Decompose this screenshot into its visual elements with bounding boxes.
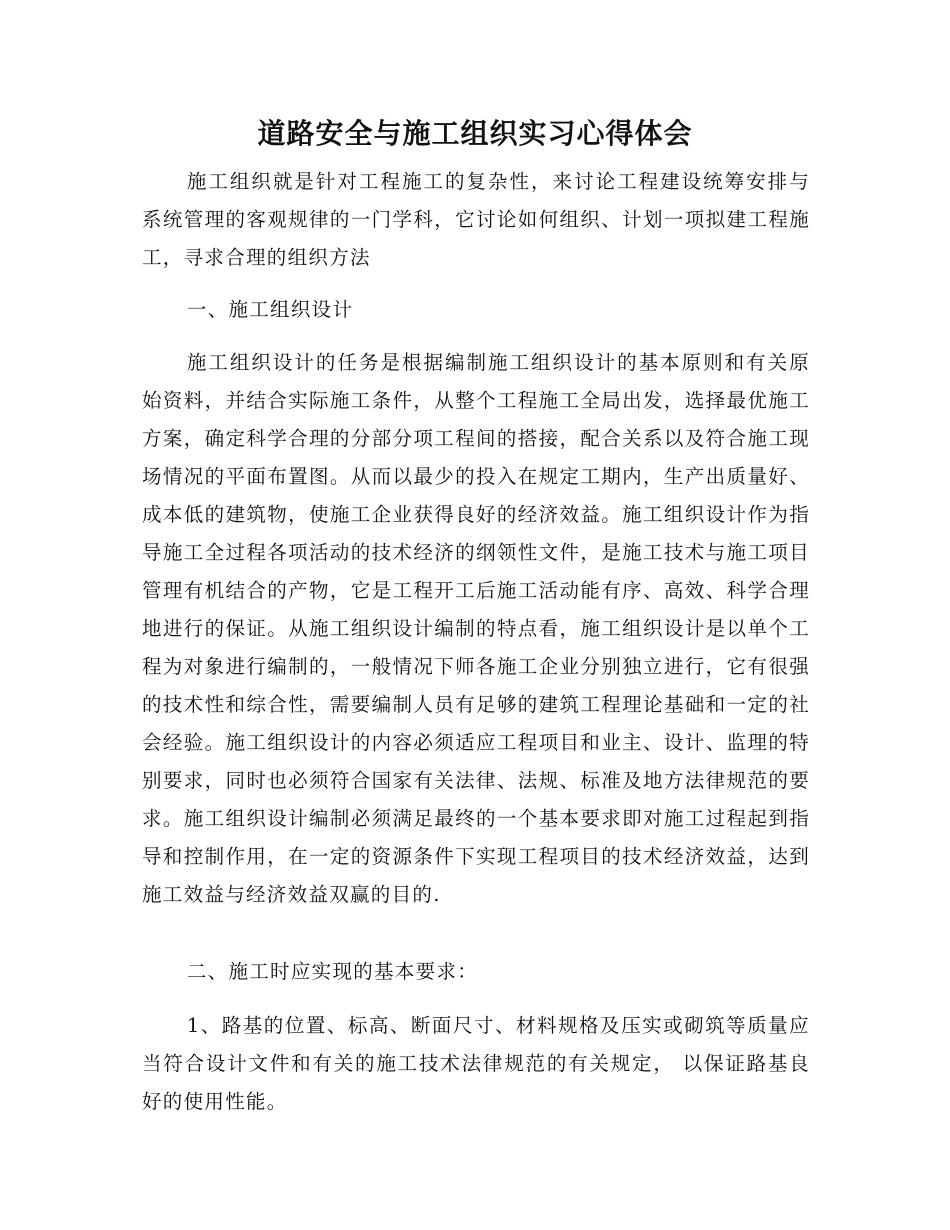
section-1-body: 施工组织设计的任务是根据编制施工组织设计的基本原则和有关原始资料，并结合实际施工条件，从整个工程施工全局出发，选择最优施工方案，确定科学合理的分部分项工程间的搭接，配合关系以及符合施工现场情况的平面布置图。从而以最少的投入在规定工期内，生产出质量好、成本低的建筑物，使施工企业获得良好的经济效益。施工组织设计作为指导施工全过程各项活动的技术经济的纲领性文件，是施工技术与施工项目管理有机结合的产物，它是工程开工后施工活动能有序、高效、科学合理地进行的保证。从施工组织设计编制的特点看，施工组织设计是以单个工程为对象进行编制的，一般情况下师各施工企业分别独立进行，它有很强的技术性和综合性，需要编制人员有足够的建筑工程理论基础和一定的社会经验。施工组织设计的内容必须适应工程项目和业主、设计、监理的特别要求，同时也必须符合国家有关法律、法规、标准及地方法律规范的要求。施工组织设计编制必须满足最终的一个基本要求即对施工过程起到指导和控制作用，在一定的资源条件下实现工程项目的技术经济效益，达到施工效益与经济效益双赢的目的. xyxy=(142,351,810,906)
section-heading-1: 一、施工组织设计 xyxy=(186,298,354,321)
document-title: 道路安全与施工组织实习心得体会 xyxy=(257,117,693,150)
section-2-item-1: 1、路基的位置、标高、断面尺寸、材料规格及压实或砌筑等质量应当符合设计文件和有关的施工技术法律规范的有关规定， 以保证路基良好的使用性能。 xyxy=(142,1014,810,1113)
section-heading-2: 二、施工时应实现的基本要求： xyxy=(186,960,479,983)
intro-paragraph: 施工组织就是针对工程施工的复杂性，来讨论工程建设统筹安排与系统管理的客观规律的一门学科，它讨论如何组织、计划一项拟建工程施工，寻求合理的组织方法 xyxy=(142,170,810,269)
